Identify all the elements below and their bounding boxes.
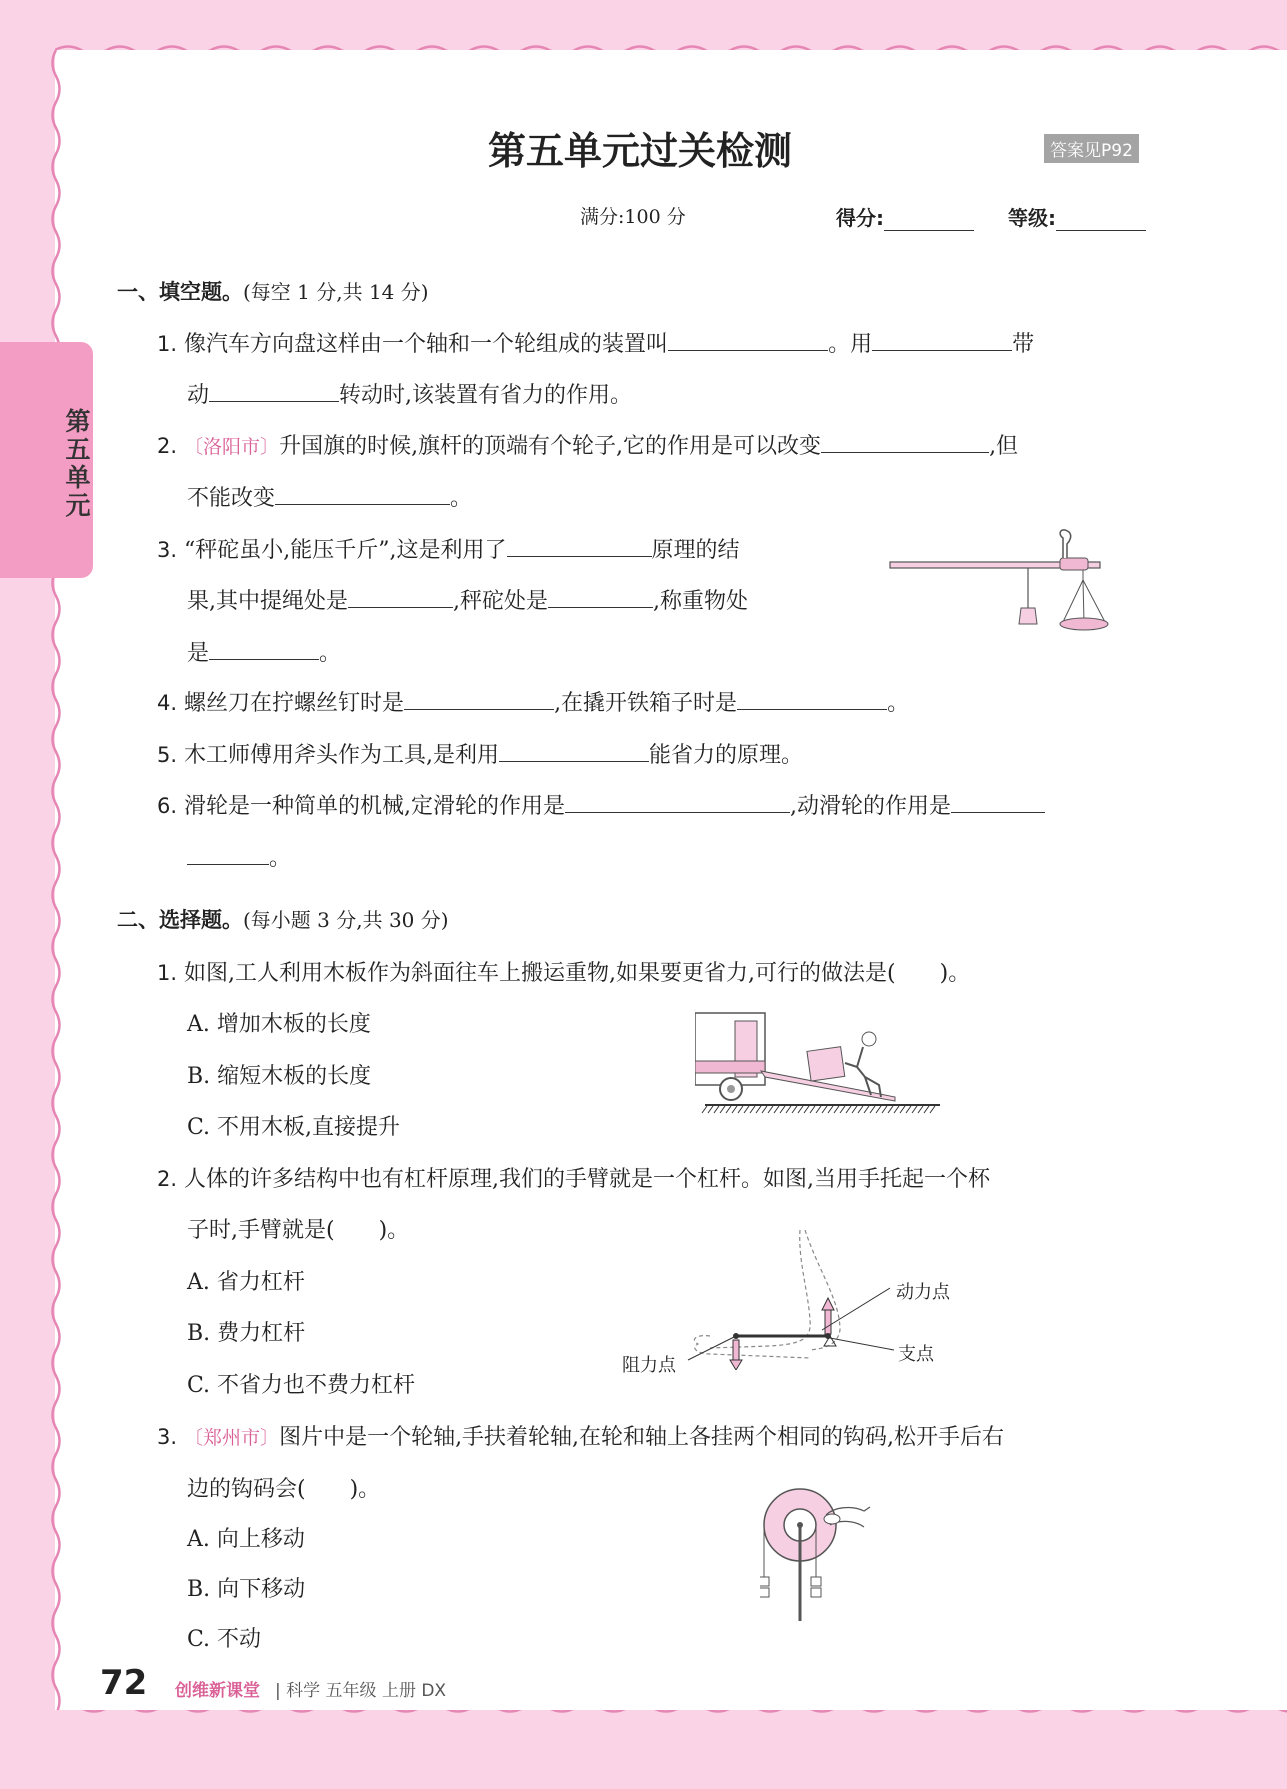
- q-text: )。: [378, 1218, 410, 1243]
- s1-q1-line2: [187, 378, 632, 409]
- q-text: “秤砣虽小,能压千斤”,这是利用了: [184, 538, 507, 563]
- s1-q4-line: [157, 686, 909, 717]
- q-text: 人体的许多结构中也有杠杆原理,我们的手臂就是一个杠杆。如图,当用手托起一个杯: [184, 1167, 991, 1192]
- q-text: ,动滑轮的作用是: [790, 794, 952, 819]
- section1-title: 一、填空题。: [117, 280, 243, 304]
- footer-book-info: | 科学 五年级 上册 DX: [275, 1681, 447, 1701]
- s2-q1-option-c[interactable]: C. 不用木板,直接提升: [187, 1115, 401, 1140]
- q-number: 2.: [157, 1167, 178, 1191]
- region-tag: 〔洛阳市〕: [184, 436, 280, 458]
- page-title: 第五单元过关检测: [487, 129, 792, 173]
- answer-blank[interactable]: [348, 585, 453, 608]
- q-number: 1.: [157, 961, 178, 985]
- score-blank[interactable]: [884, 208, 974, 231]
- q-number: 1.: [157, 332, 178, 356]
- answer-reference-badge: 答案见P92: [1044, 134, 1139, 163]
- q-text: 不能改变: [187, 486, 276, 511]
- s2-q2-line1: [157, 1162, 990, 1193]
- q-text: 图片中是一个轮轴,手扶着轮轴,在轮和轴上各挂两个相同的钩码,松开手后右: [279, 1425, 1005, 1450]
- s1-q3-line2: [187, 584, 748, 615]
- answer-blank[interactable]: [548, 585, 653, 608]
- answer-blank-continued[interactable]: [187, 842, 269, 865]
- q-text: 动: [187, 383, 210, 408]
- region-tag: 〔郑州市〕: [184, 1427, 280, 1449]
- side-tab-label: 第五单元: [62, 408, 91, 520]
- q-text: 是: [187, 641, 210, 666]
- incline-figure: [695, 1005, 945, 1115]
- q-number: 2.: [157, 434, 178, 458]
- q-text: 边的钩码会(: [187, 1477, 306, 1502]
- grade-field: [1008, 202, 1146, 231]
- s2-q3-option-c[interactable]: C. 不动: [187, 1627, 262, 1652]
- q-text: 能省力的原理。: [649, 743, 804, 768]
- wheel-axle-figure: [760, 1485, 880, 1625]
- q-text: 。: [319, 641, 342, 666]
- answer-blank[interactable]: [668, 328, 828, 351]
- answer-blank[interactable]: [872, 328, 1012, 351]
- q-number: 5.: [157, 743, 178, 767]
- grade-label: 等级:: [1008, 206, 1056, 230]
- q-text: )。: [349, 1477, 381, 1502]
- s2-q1-option-b[interactable]: B. 缩短木板的长度: [187, 1064, 372, 1089]
- q-number: 3.: [157, 1425, 178, 1449]
- answer-blank[interactable]: [275, 482, 450, 505]
- q-number: 4.: [157, 691, 178, 715]
- answer-blank[interactable]: [404, 687, 554, 710]
- section1-note: (每空 1 分,共 14 分): [243, 280, 429, 304]
- s2-q1-option-a[interactable]: A. 增加木板的长度: [187, 1012, 371, 1037]
- s2-q2-option-c[interactable]: C. 不省力也不费力杠杆: [187, 1373, 416, 1398]
- s1-q5-line: [157, 738, 803, 769]
- q-number: 6.: [157, 794, 178, 818]
- section2-heading: [117, 904, 449, 934]
- q-text: 。: [887, 691, 910, 716]
- q-text: 像汽车方向盘这样由一个轴和一个轮组成的装置叫: [184, 332, 669, 357]
- section1-heading: [117, 276, 429, 306]
- answer-blank[interactable]: [737, 687, 887, 710]
- s1-q6-line2: [187, 841, 291, 872]
- s1-q3-line1: [157, 533, 740, 564]
- s1-q2-line1: [157, 429, 1018, 460]
- label-load-point: 阻力点: [622, 1355, 676, 1376]
- q-text: ,秤砣处是: [453, 589, 548, 614]
- section2-note: (每小题 3 分,共 30 分): [243, 908, 449, 932]
- s1-q1-line1: [157, 327, 1034, 358]
- answer-blank[interactable]: [499, 739, 649, 762]
- q-text: 。: [269, 846, 292, 871]
- grade-blank[interactable]: [1056, 208, 1146, 231]
- section2-title: 二、选择题。: [117, 908, 243, 932]
- s2-q2-line2: [187, 1213, 409, 1244]
- q-text: 。用: [828, 332, 873, 357]
- q-text: 原理的结: [651, 538, 740, 563]
- answer-blank[interactable]: [209, 379, 339, 402]
- left-wavy-border: [44, 50, 68, 1710]
- q-text: 果,其中提绳处是: [187, 589, 348, 614]
- s2-q2-option-a[interactable]: A. 省力杠杆: [187, 1270, 305, 1295]
- q-text: ,称重物处: [653, 589, 748, 614]
- q-text: 带: [1012, 332, 1035, 357]
- q-text: 滑轮是一种简单的机械,定滑轮的作用是: [184, 794, 566, 819]
- q-text: 转动时,该装置有省力的作用。: [339, 383, 633, 408]
- label-effort-point: 动力点: [896, 1282, 950, 1303]
- answer-blank[interactable]: [821, 430, 989, 453]
- s1-q6-line1: [157, 789, 1045, 820]
- arm-label-leaders: [680, 1270, 920, 1380]
- q-text: 如图,工人利用木板作为斜面往车上搬运重物,如果要更省力,可行的做法是(: [184, 961, 896, 986]
- q-text: 木工师傅用斧头作为工具,是利用: [184, 743, 500, 768]
- score-label: 得分:: [836, 206, 884, 230]
- steelyard-figure: [885, 528, 1115, 638]
- label-fulcrum: 支点: [898, 1344, 934, 1365]
- answer-blank[interactable]: [209, 637, 319, 660]
- q-text: )。: [939, 961, 971, 986]
- q-text: 螺丝刀在拧螺丝钉时是: [184, 691, 405, 716]
- footer-brand: 创维新课堂: [175, 1681, 260, 1701]
- s2-q3-option-a[interactable]: A. 向上移动: [187, 1527, 305, 1552]
- q-text: 升国旗的时候,旗杆的顶端有个轮子,它的作用是可以改变: [279, 434, 822, 459]
- page-number: 72: [100, 1663, 148, 1703]
- score-field: [836, 202, 974, 231]
- q-text: ,在撬开铁箱子时是: [554, 691, 738, 716]
- s2-q3-line2: [187, 1472, 380, 1503]
- q-text: 子时,手臂就是(: [187, 1218, 335, 1243]
- s1-q2-line2: [187, 481, 472, 512]
- s2-q2-option-b[interactable]: B. 费力杠杆: [187, 1321, 306, 1346]
- s1-q3-line3: [187, 636, 341, 667]
- s2-q3-line1: [157, 1420, 1004, 1451]
- s2-q3-option-b[interactable]: B. 向下移动: [187, 1577, 306, 1602]
- answer-blank[interactable]: [951, 790, 1045, 813]
- q-text: 。: [450, 486, 473, 511]
- s2-q1-line: [157, 956, 970, 987]
- q-number: 3.: [157, 538, 178, 562]
- q-text: ,但: [989, 434, 1019, 459]
- answer-blank[interactable]: [507, 534, 652, 557]
- full-score: 满分:100 分: [580, 206, 686, 228]
- answer-blank[interactable]: [565, 790, 790, 813]
